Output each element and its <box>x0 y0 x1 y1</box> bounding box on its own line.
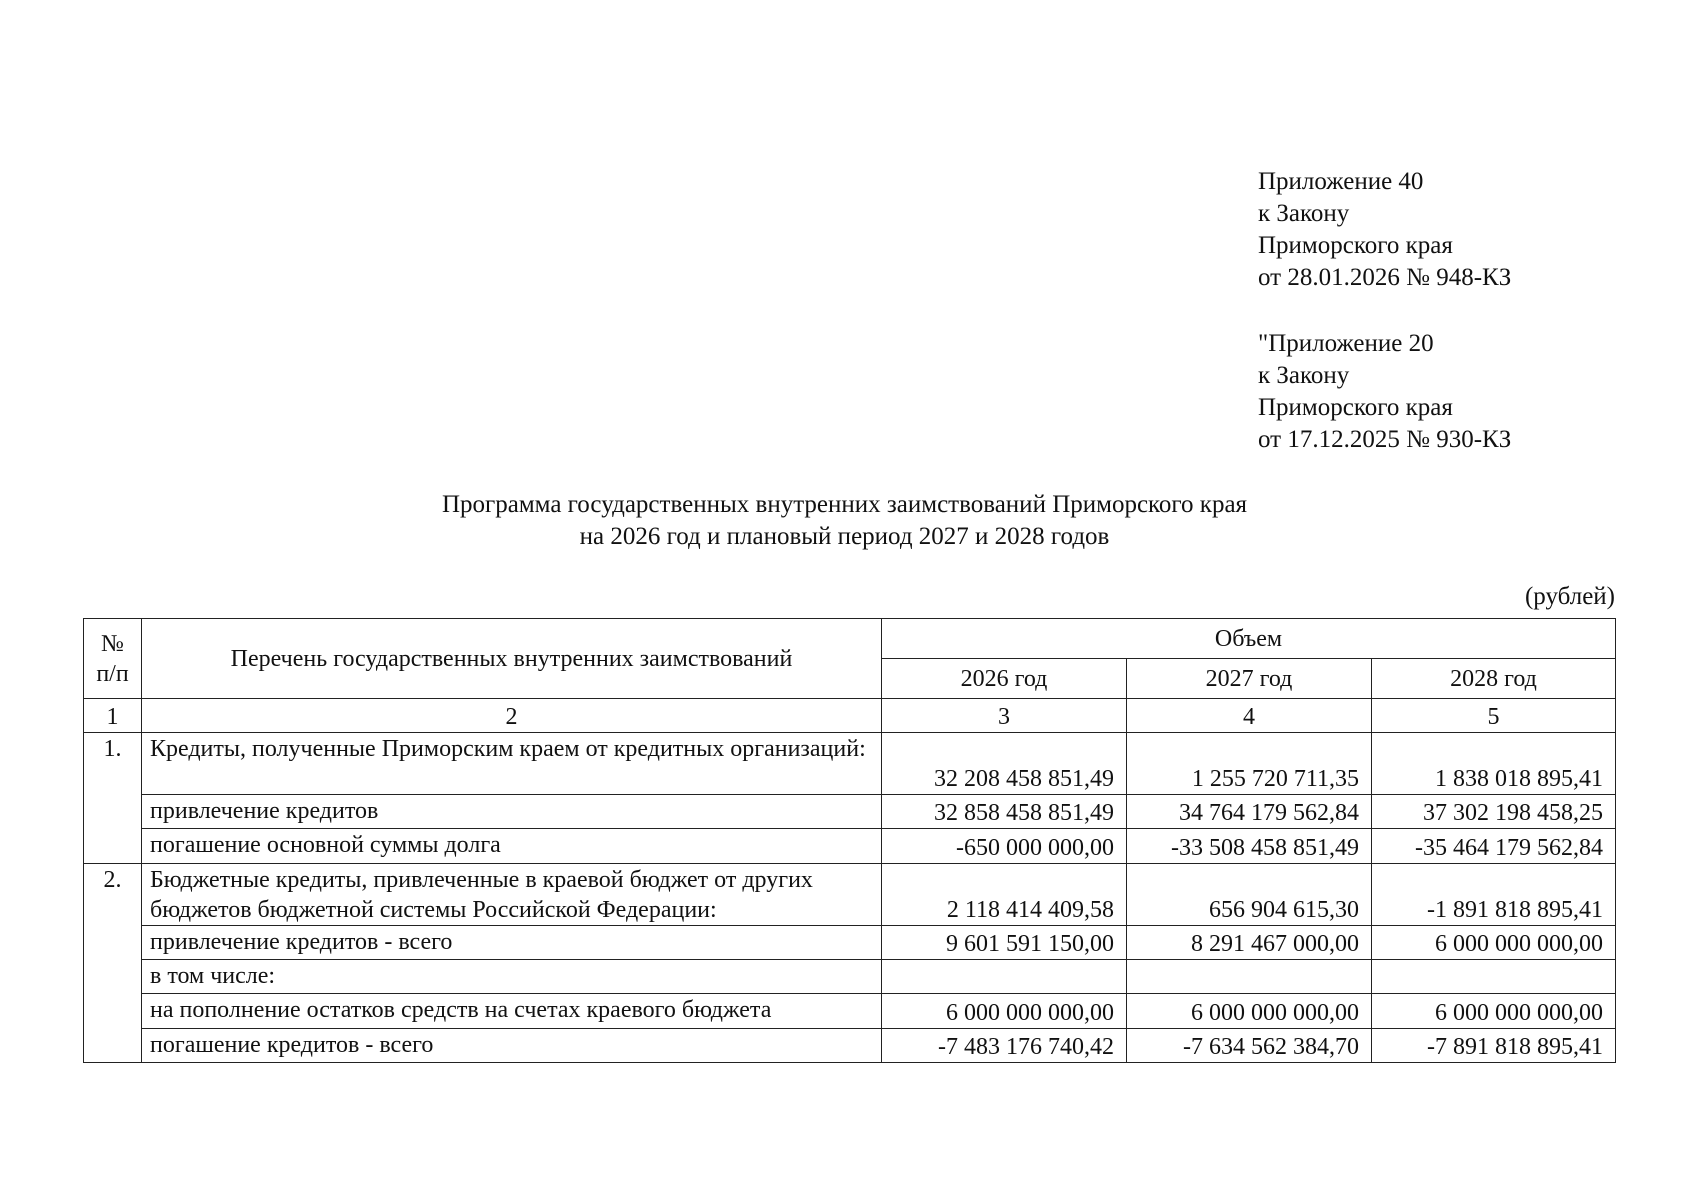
header-year-2026: 2026 год <box>882 659 1127 699</box>
value-2026 <box>882 960 1127 994</box>
appendix-previous-block <box>1258 328 1658 456</box>
borrowing-table <box>83 618 1616 1063</box>
appendix-previous-line-2: к Закону <box>1258 362 1350 389</box>
column-index: 5 <box>1372 699 1616 733</box>
value-2028: 6 000 000 000,00 <box>1372 994 1616 1029</box>
table-row <box>84 994 1616 1029</box>
value-2027 <box>1127 960 1372 994</box>
value-2026: -650 000 000,00 <box>882 829 1127 864</box>
row-number: 1. <box>84 733 142 864</box>
value-2028 <box>1372 960 1616 994</box>
title-line-1: Программа государственных внутренних заимствований Приморского края <box>441 491 1248 518</box>
appendix-current-line-2: к Закону <box>1258 200 1350 227</box>
table-row <box>84 960 1616 994</box>
value-2026: 32 208 458 851,49 <box>882 733 1127 795</box>
value-2028: 1 838 018 895,41 <box>1372 733 1616 795</box>
table-row <box>84 926 1616 960</box>
row-number: 2. <box>84 864 142 1063</box>
value-2028: -7 891 818 895,41 <box>1372 1029 1616 1063</box>
header-volume: Объем <box>882 619 1616 659</box>
appendix-previous-line-1: "Приложение 20 <box>1258 330 1434 357</box>
appendix-current-line-1: Приложение 40 <box>1258 168 1424 195</box>
value-2028: -1 891 818 895,41 <box>1372 864 1616 926</box>
row-text: на пополнение остатков средств на счетах краевого бюджета <box>142 994 882 1029</box>
value-2026: 6 000 000 000,00 <box>882 994 1127 1029</box>
column-index: 2 <box>142 699 882 733</box>
table-row <box>84 795 1616 829</box>
value-2027: -33 508 458 851,49 <box>1127 829 1372 864</box>
row-text: привлечение кредитов - всего <box>142 926 882 960</box>
row-text: Кредиты, полученные Приморским краем от кредитных организаций: <box>142 733 882 795</box>
column-index-row <box>84 699 1616 733</box>
unit-label: (рублей) <box>1524 583 1615 610</box>
row-text: Бюджетные кредиты, привлеченные в краевой бюджет от других бюджетов бюджетной системы Российской Федерации: <box>142 864 882 926</box>
value-2027: 1 255 720 711,35 <box>1127 733 1372 795</box>
row-text: погашение основной суммы долга <box>142 829 882 864</box>
header-year-2027: 2027 год <box>1127 659 1372 699</box>
table-row <box>84 829 1616 864</box>
value-2027: 8 291 467 000,00 <box>1127 926 1372 960</box>
row-text: погашение кредитов - всего <box>142 1029 882 1063</box>
value-2028: -35 464 179 562,84 <box>1372 829 1616 864</box>
header-list: Перечень государственных внутренних заимствований <box>142 619 882 699</box>
document-title <box>0 489 1689 553</box>
appendix-current-line-3: Приморского края <box>1258 232 1453 259</box>
table-row <box>84 1029 1616 1063</box>
table-row <box>84 733 1616 795</box>
value-2026: 32 858 458 851,49 <box>882 795 1127 829</box>
value-2027: 34 764 179 562,84 <box>1127 795 1372 829</box>
column-index: 1 <box>84 699 142 733</box>
value-2027: -7 634 562 384,70 <box>1127 1029 1372 1063</box>
appendix-current-block <box>1258 166 1658 294</box>
header-year-2028: 2028 год <box>1372 659 1616 699</box>
column-index: 3 <box>882 699 1127 733</box>
value-2027: 656 904 615,30 <box>1127 864 1372 926</box>
value-2028: 6 000 000 000,00 <box>1372 926 1616 960</box>
value-2027: 6 000 000 000,00 <box>1127 994 1372 1029</box>
title-line-2: на 2026 год и плановый период 2027 и 2028 годов <box>579 523 1110 550</box>
appendix-previous-line-4: от 17.12.2025 № 930-КЗ <box>1258 426 1512 453</box>
row-text: привлечение кредитов <box>142 795 882 829</box>
header-number: № п/п <box>84 619 142 699</box>
value-2026: 2 118 414 409,58 <box>882 864 1127 926</box>
value-2026: -7 483 176 740,42 <box>882 1029 1127 1063</box>
value-2026: 9 601 591 150,00 <box>882 926 1127 960</box>
appendix-previous-line-3: Приморского края <box>1258 394 1453 421</box>
appendix-current-line-4: от 28.01.2026 № 948-КЗ <box>1258 264 1512 291</box>
column-index: 4 <box>1127 699 1372 733</box>
table-row <box>84 864 1616 926</box>
value-2028: 37 302 198 458,25 <box>1372 795 1616 829</box>
row-text: в том числе: <box>142 960 882 994</box>
